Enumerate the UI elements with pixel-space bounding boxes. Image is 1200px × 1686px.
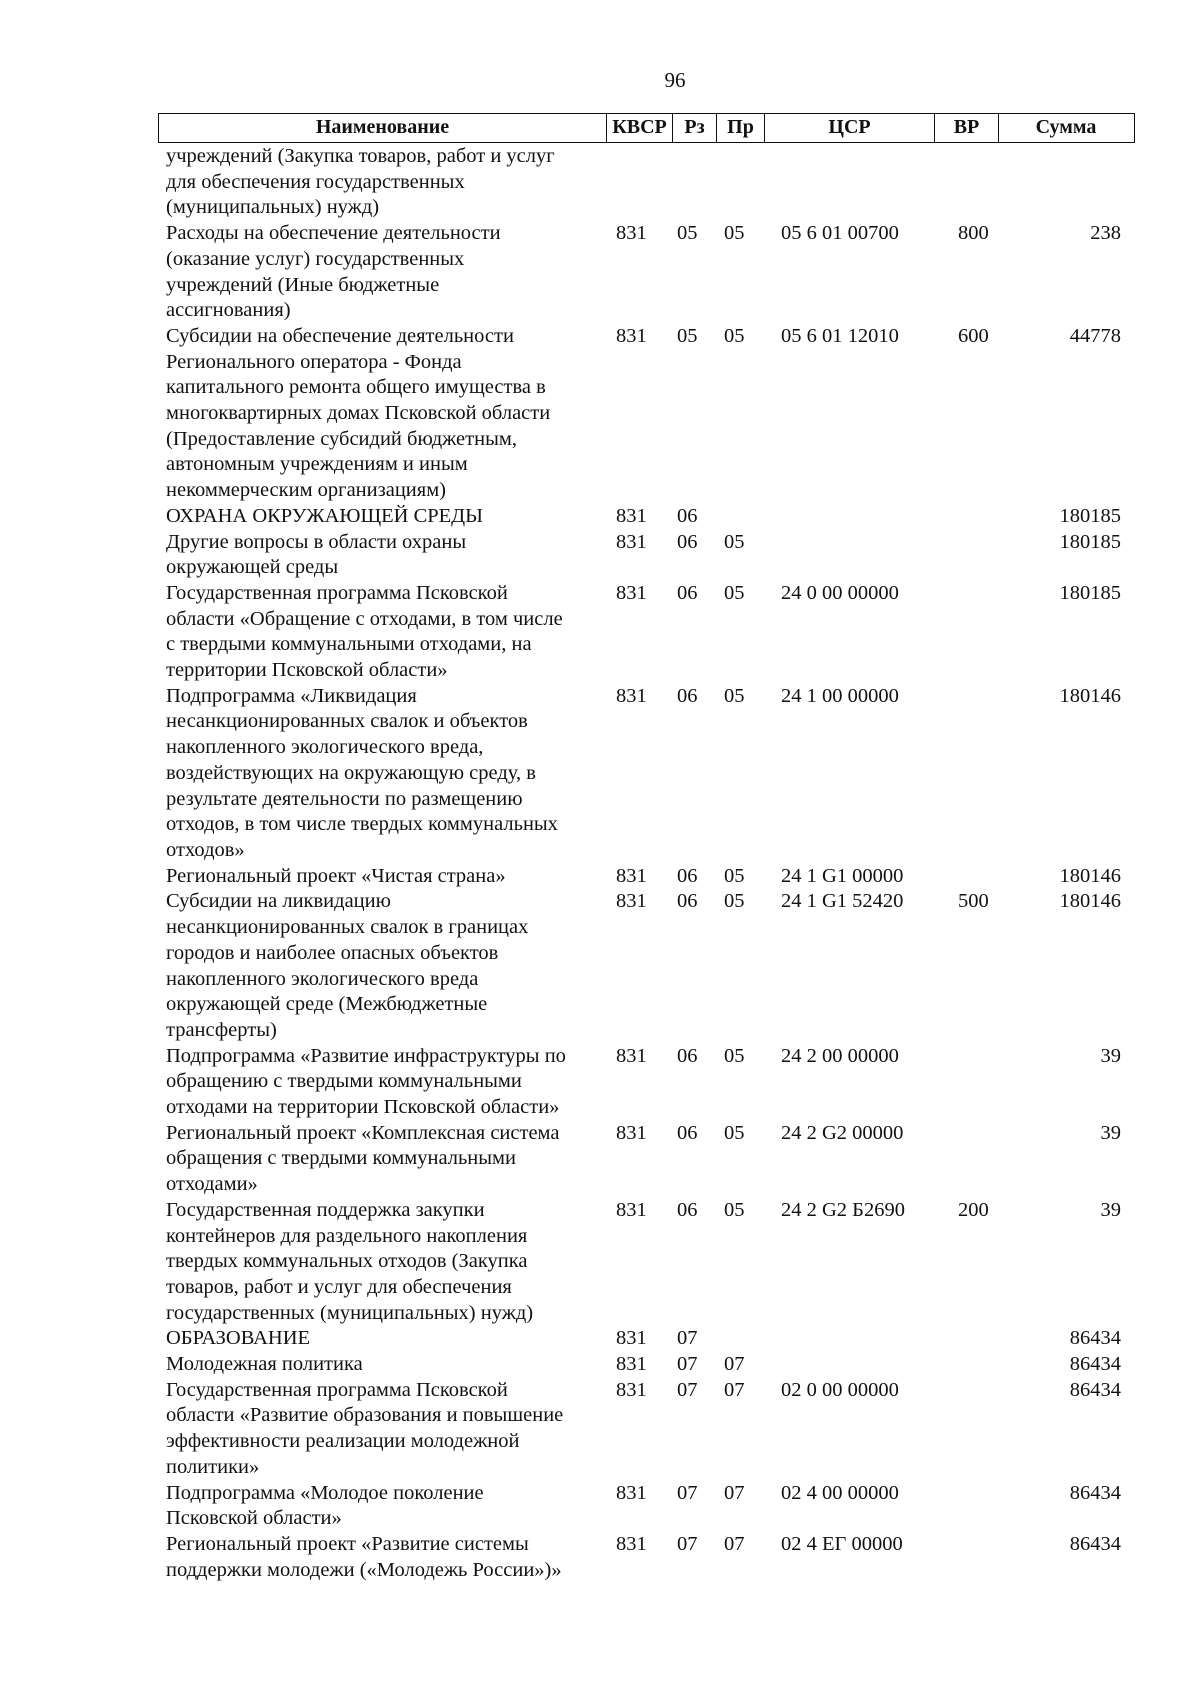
- row-rz: 05: [677, 324, 698, 347]
- row-name: ОХРАНА ОКРУЖАЮЩЕЙ СРЕДЫ: [166, 504, 484, 527]
- row-sum: 86434: [1069, 1378, 1121, 1401]
- table-row: [158, 1378, 1135, 1481]
- row-vr: [941, 144, 1007, 221]
- row-rz: 07: [677, 1353, 698, 1376]
- row-kvsr: 831: [616, 1327, 647, 1350]
- row-vr: [941, 530, 1007, 581]
- row-rz: 07: [677, 1378, 698, 1401]
- column-header-sum: Сумма: [1035, 116, 1097, 138]
- table-row: [158, 221, 1135, 324]
- table-row: [158, 864, 1135, 890]
- row-vr: [941, 504, 1007, 530]
- row-kvsr: 831: [616, 1532, 647, 1555]
- row-name: Региональный проект «Чистая страна»: [166, 864, 506, 887]
- row-sum: 86434: [1069, 1481, 1121, 1504]
- row-rz: 06: [677, 1044, 698, 1067]
- row-pr: 05: [724, 222, 745, 245]
- row-pr: 05: [724, 581, 745, 604]
- row-name: Региональный проект «Комплексная система обращения с твердыми коммунальными отходами»: [166, 1121, 560, 1196]
- row-pr: 05: [724, 1198, 745, 1221]
- table-row: [158, 1044, 1135, 1121]
- row-kvsr: 831: [616, 1378, 647, 1401]
- row-rz: 07: [677, 1532, 698, 1555]
- row-csr: 24 2 G2 00000: [781, 1121, 904, 1144]
- row-rz: 07: [677, 1327, 698, 1350]
- row-kvsr: 831: [616, 890, 647, 913]
- row-pr: [714, 1326, 766, 1352]
- row-csr: 24 2 G2 Б2690: [781, 1198, 905, 1221]
- row-kvsr: 831: [616, 1353, 647, 1376]
- row-name: Государственная программа Псковской области «Развитие образования и повышение эффективности реализации молодежной политики»: [166, 1378, 564, 1478]
- row-rz: 05: [677, 222, 698, 245]
- row-csr: 05 6 01 00700: [781, 222, 899, 245]
- row-sum: 180146: [1059, 890, 1121, 913]
- row-vr: [941, 1326, 1007, 1352]
- row-vr: [941, 1352, 1007, 1378]
- row-pr: 05: [724, 1121, 745, 1144]
- row-sum: 86434: [1069, 1353, 1121, 1376]
- row-name: Подпрограмма «Молодое поколение Псковской области»: [166, 1481, 484, 1530]
- row-rz: 06: [677, 530, 698, 553]
- row-csr: 24 1 G1 52420: [781, 890, 904, 913]
- row-pr: 05: [724, 1044, 745, 1067]
- row-sum: 86434: [1069, 1327, 1121, 1350]
- row-vr: [941, 684, 1007, 864]
- row-csr: [766, 530, 941, 581]
- row-rz: 06: [677, 504, 698, 527]
- row-kvsr: 831: [616, 1198, 647, 1221]
- row-name: Государственная программа Псковской области «Обращение с отходами, в том числе с твердыми коммунальными отходами, на территории Псковской области»: [166, 581, 563, 682]
- row-sum: [1007, 144, 1135, 221]
- row-vr: [941, 1044, 1007, 1121]
- row-name: Подпрограмма «Ликвидация несанкционированных свалок и объектов накопленного экологического вреда, воздействующих на окружающую среду, в результате деятельности по размещению отходов, в том числе твердых коммунальных отходов»: [166, 684, 558, 861]
- row-pr: [714, 144, 766, 221]
- row-csr: [766, 1326, 941, 1352]
- row-kvsr: 831: [616, 324, 647, 347]
- row-sum: 39: [1100, 1198, 1121, 1221]
- row-sum: 86434: [1069, 1532, 1121, 1555]
- row-pr: 07: [724, 1353, 745, 1376]
- table-row: [158, 504, 1135, 530]
- row-name: Другие вопросы в области охраны окружающей среды: [166, 530, 467, 579]
- row-kvsr: 831: [616, 504, 647, 527]
- row-vr: 200: [958, 1198, 989, 1221]
- table-row: [158, 530, 1135, 581]
- row-vr: [941, 1378, 1007, 1481]
- row-pr: 07: [724, 1481, 745, 1504]
- row-csr: 02 4 ЕГ 00000: [781, 1532, 903, 1555]
- row-vr: [941, 864, 1007, 890]
- page-number: 96: [664, 68, 686, 92]
- table-row: [158, 581, 1135, 684]
- table-row: [158, 684, 1135, 864]
- table-row: [158, 144, 1135, 221]
- column-header-rz: Рз: [673, 114, 717, 142]
- table-row: [158, 324, 1135, 504]
- row-kvsr: 831: [616, 1481, 647, 1504]
- column-header-name: Наименование: [159, 114, 607, 142]
- table-row: [158, 1198, 1135, 1327]
- row-sum: 180185: [1059, 504, 1121, 527]
- row-sum: 39: [1100, 1044, 1121, 1067]
- row-vr: [941, 581, 1007, 684]
- row-name: Расходы на обеспечение деятельности (оказание услуг) государственных учреждений (Иные бюджетные ассигнования): [166, 222, 501, 322]
- row-name: Субсидии на ликвидацию несанкционированных свалок в границах городов и наиболее опасных объектов накопленного экологического вреда окружающей среде (Межбюджетные трансферты): [166, 890, 529, 1041]
- row-csr: 24 0 00 00000: [781, 581, 899, 604]
- row-sum: 180146: [1059, 684, 1121, 707]
- row-csr: 24 2 00 00000: [781, 1044, 899, 1067]
- table-row: [158, 1326, 1135, 1352]
- row-kvsr: 831: [616, 222, 647, 245]
- table-row: [158, 1481, 1135, 1532]
- row-name: Молодежная политика: [166, 1353, 363, 1376]
- row-rz: 06: [677, 890, 698, 913]
- row-kvsr: 831: [616, 864, 647, 887]
- row-pr: 05: [724, 890, 745, 913]
- row-pr: 07: [724, 1532, 745, 1555]
- row-kvsr: [606, 144, 666, 221]
- row-csr: 05 6 01 12010: [781, 324, 899, 347]
- table-body: [158, 144, 1135, 1583]
- row-name: ОБРАЗОВАНИЕ: [166, 1327, 311, 1350]
- row-pr: [714, 504, 766, 530]
- row-csr: 02 4 00 00000: [781, 1481, 899, 1504]
- table-row: [158, 889, 1135, 1043]
- row-sum: 238: [1090, 222, 1121, 245]
- row-rz: 06: [677, 864, 698, 887]
- row-kvsr: 831: [616, 1121, 647, 1144]
- row-sum: 180146: [1059, 864, 1121, 887]
- row-rz: 06: [677, 1121, 698, 1144]
- row-vr: 800: [958, 222, 989, 245]
- row-kvsr: 831: [616, 581, 647, 604]
- row-rz: 06: [677, 1198, 698, 1221]
- row-name: Государственная поддержка закупки контейнеров для раздельного накопления твердых коммунальных отходов (Закупка товаров, работ и услуг для обеспечения государственных (муниципальных) нужд): [166, 1198, 534, 1324]
- row-name: учреждений (Закупка товаров, работ и услуг для обеспечения государственных (муниципальных) нужд): [166, 145, 555, 219]
- row-pr: 05: [724, 864, 745, 887]
- row-csr: [766, 1352, 941, 1378]
- row-name: Субсидии на обеспечение деятельности Регионального оператора - Фонда капитального ремонта общего имущества в многоквартирных домах Псковской области (Предоставление субсидий бюджетным, автономным учреждениям и иным некоммерческим организациям): [166, 324, 551, 502]
- row-vr: [941, 1481, 1007, 1532]
- row-csr: [766, 504, 941, 530]
- row-csr: [766, 144, 941, 221]
- row-vr: [941, 1121, 1007, 1198]
- row-csr: 24 1 00 00000: [781, 684, 899, 707]
- row-vr: 500: [958, 890, 989, 913]
- row-sum: 180185: [1059, 530, 1121, 553]
- column-header-kvsr: КВСР: [607, 114, 673, 142]
- row-sum: 180185: [1059, 581, 1121, 604]
- row-rz: 06: [677, 684, 698, 707]
- table-row: [158, 1121, 1135, 1198]
- table-header: [158, 113, 1135, 143]
- row-csr: 24 1 G1 00000: [781, 864, 904, 887]
- column-header-pr: Пр: [717, 114, 765, 142]
- row-kvsr: 831: [616, 684, 647, 707]
- row-vr: 600: [958, 324, 989, 347]
- row-pr: 05: [724, 684, 745, 707]
- row-pr: 05: [724, 530, 745, 553]
- row-sum: 39: [1100, 1121, 1121, 1144]
- column-header-vr: ВР: [935, 114, 999, 142]
- table-row: [158, 1352, 1135, 1378]
- row-rz: 07: [677, 1481, 698, 1504]
- row-name: Региональный проект «Развитие системы поддержки молодежи («Молодежь России»)»: [166, 1532, 562, 1581]
- row-sum: 44778: [1069, 324, 1121, 347]
- row-name: Подпрограмма «Развитие инфраструктуры по обращению с твердыми коммунальными отходами на территории Псковской области»: [166, 1044, 566, 1119]
- row-pr: 07: [724, 1378, 745, 1401]
- row-kvsr: 831: [616, 1044, 647, 1067]
- table-row: [158, 1532, 1135, 1583]
- row-pr: 05: [724, 324, 745, 347]
- row-rz: 06: [677, 581, 698, 604]
- row-csr: 02 0 00 00000: [781, 1378, 899, 1401]
- row-vr: [941, 1532, 1007, 1583]
- column-header-csr: ЦСР: [765, 114, 935, 142]
- row-kvsr: 831: [616, 530, 647, 553]
- row-rz: [666, 144, 714, 221]
